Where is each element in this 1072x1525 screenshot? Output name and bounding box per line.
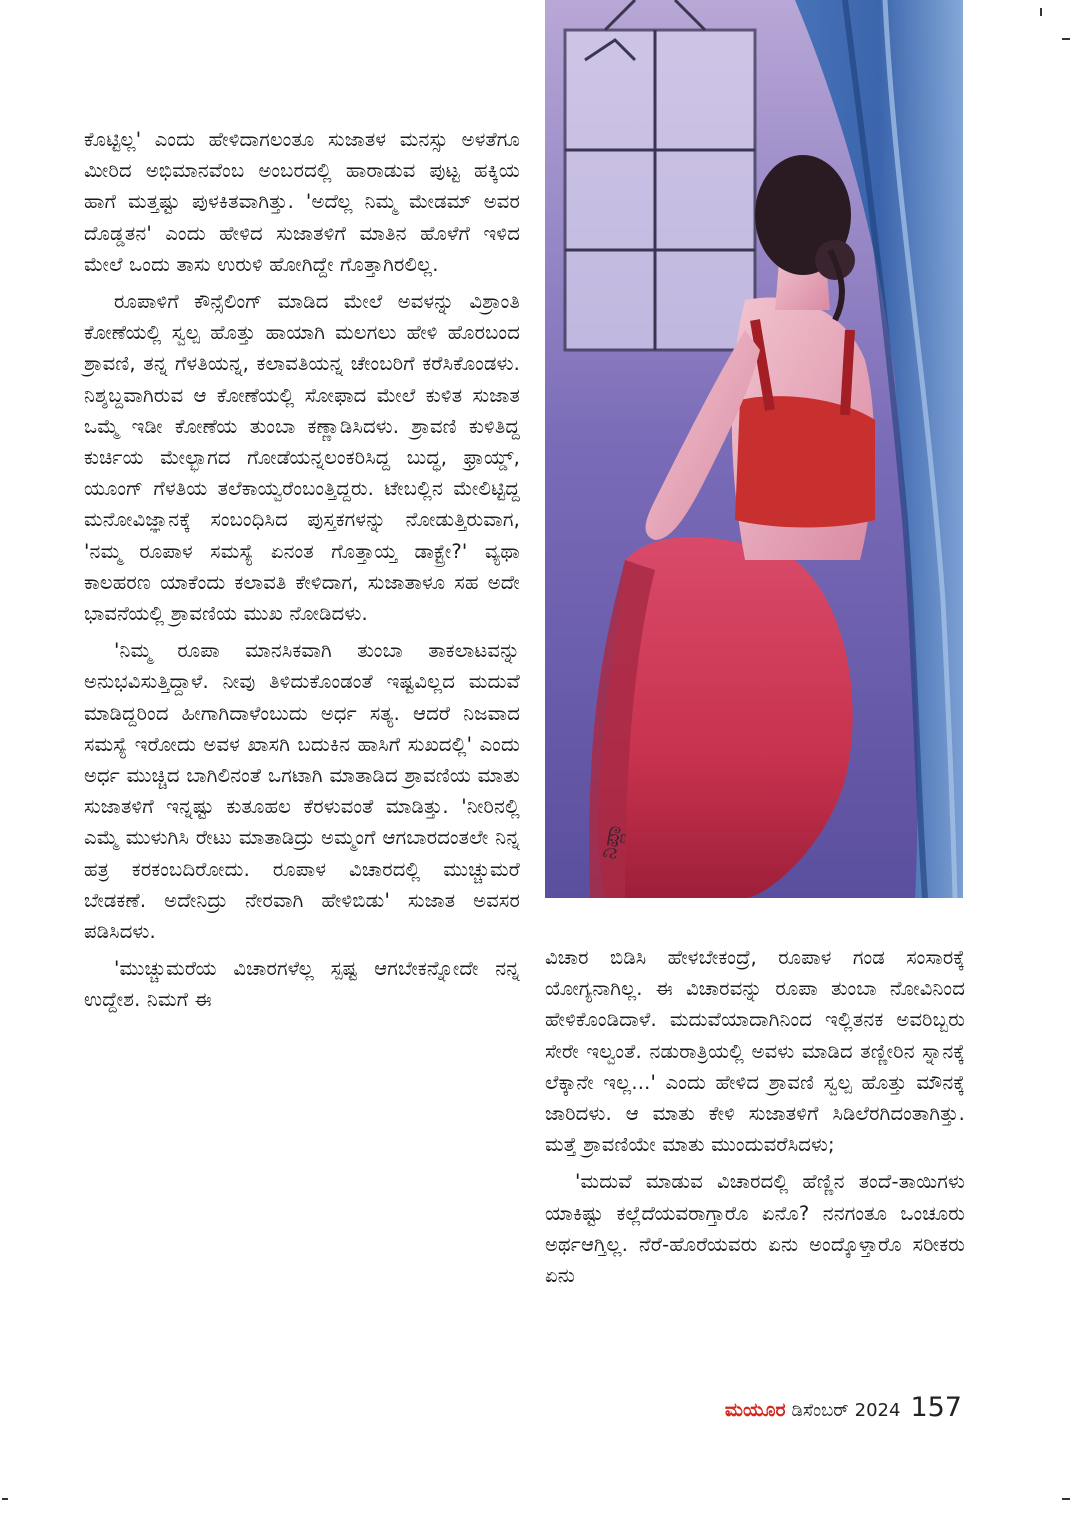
crop-mark — [1062, 1498, 1070, 1500]
article-column-left — [84, 124, 520, 1016]
page-footer — [700, 1392, 962, 1428]
paragraph: 'ಮುಚ್ಚುಮರೆಯ ವಿಚಾರಗಳೆಲ್ಲ ಸ್ಪಷ್ಟ ಆಗಬೇಕನ್ನೋದೇ ನನ್ನ ಉದ್ದೇಶ. ನಿಮಗೆ ಈ — [84, 957, 520, 1012]
artist-signature: ನಿಪ್ಲಾ — [596, 820, 628, 862]
paragraph: 'ನಿಮ್ಮ ರೂಪಾ ಮಾನಸಿಕವಾಗಿ ತುಂಬಾ ತಾಕಲಾಟವನ್ನು ಅನುಭವಿಸುತ್ತಿದ್ದಾಳೆ. ನೀವು ತಿಳಿದುಕೊಂಡಂತೆ ಇಷ್ಟವಿಲ್ಲದ ಮದುವೆ ಮಾಡಿದ್ದರಿಂದ ಹೀಗಾಗಿದಾಳೆಂಬುದು ಅರ್ಧ ಸತ್ಯ. ಆದರೆ ನಿಜವಾದ ಸಮಸ್ಯೆ ಇರೋದು ಅವಳ ಖಾಸಗಿ ಬದುಕಿನ ಹಾಸಿಗೆ ಸುಖದಲ್ಲಿ' ಎಂದು ಅರ್ಧ ಮುಚ್ಚಿದ ಬಾಗಿಲಿನಂತೆ ಒಗಟಾಗಿ ಮಾತಾಡಿದ ಶ್ರಾವಣಿಯ ಮಾತು ಸುಜಾತಳಿಗೆ ಇನ್ನಷ್ಟು ಕುತೂಹಲ ಕೆರಳುವಂತೆ ಮಾಡಿತ್ತು. 'ನೀರಿನಲ್ಲಿ ಎಮ್ಮೆ ಮುಳುಗಿಸಿ ರೇಟು ಮಾತಾಡಿದ್ರು ಅಮ್ಮಂಗೆ ಆಗಬಾರದಂತಲೇ ನಿನ್ನ ಹತ್ರ ಕರಕಂಬದಿರೋದು. ರೂಪಾಳ ವಿಚಾರದಲ್ಲಿ ಮುಚ್ಚುಮರೆ ಬೇಡಕಣೆ. ಅದೇನಿದ್ರು ನೇರವಾಗಿ ಹೇಳಿಬಿಡು' ಸುಜಾತ ಅವಸರ ಪಡಿಸಿದಳು. — [84, 639, 520, 944]
crop-mark — [1040, 8, 1042, 16]
crop-mark — [1062, 38, 1070, 40]
issue-year: 2024 — [854, 1400, 901, 1421]
magazine-name: ಮಯೂರ — [724, 1399, 786, 1421]
paragraph: 'ಮದುವೆ ಮಾಡುವ ವಿಚಾರದಲ್ಲಿ ಹೆಣ್ಣಿನ ತಂದೆ-ತಾಯಿಗಳು ಯಾಕಿಷ್ಟು ಕಲ್ಲೆದೆಯವರಾಗ್ತಾರೊ ಏನೊ? ನನಗಂತೂ ಒಂಚೂರು ಅರ್ಥಆಗ್ತಿಲ್ಲ. ನೆರೆ-ಹೊರೆಯವರು ಏನು ಅಂದ್ಕೊಳ್ತಾರೊ ಸರೀಕರು ಏನು — [545, 1170, 965, 1288]
story-illustration — [545, 0, 963, 898]
paragraph: ರೂಪಾಳಿಗೆ ಕೌನ್ಸೆಲಿಂಗ್ ಮಾಡಿದ ಮೇಲೆ ಅವಳನ್ನು ವಿಶ್ರಾಂತಿ ಕೋಣೆಯಲ್ಲಿ ಸ್ವಲ್ಪ ಹೊತ್ತು ಹಾಯಾಗಿ ಮಲಗಲು ಹೇಳಿ ಹೊರಬಂದ ಶ್ರಾವಣಿ, ತನ್ನ ಗೆಳತಿಯನ್ನ, ಕಲಾವತಿಯನ್ನ ಚೇಂಬರಿಗೆ ಕರೆಸಿಕೊಂಡಳು. ನಿಶ್ಶಬ್ದವಾಗಿರುವ ಆ ಕೋಣೆಯಲ್ಲಿ ಸೋಫಾದ ಮೇಲೆ ಕುಳಿತ ಸುಜಾತ ಒಮ್ಮೆ ಇಡೀ ಕೋಣೆಯ ತುಂಬಾ ಕಣ್ಣಾಡಿಸಿದಳು. ಶ್ರಾವಣಿ ಕುಳಿತಿದ್ದ ಕುರ್ಚಿಯ ಮೇಲ್ಭಾಗದ ಗೋಡೆಯನ್ನಲಂಕರಿಸಿದ್ದ ಬುದ್ಧ, ಫ್ರಾಯ್ಡ್, ಯೂಂಗ್ ಗೆಳತಿಯ ತಲೆಕಾಯ್ವರೆಂಬಂತ್ತಿದ್ದರು. ಟೇಬಲ್ಲಿನ ಮೇಲಿಟ್ಟಿದ್ದ ಮನೋವಿಜ್ಞಾನಕ್ಕೆ ಸಂಬಂಧಿಸಿದ ಪುಸ್ತಕಗಳನ್ನು ನೋಡುತ್ತಿರುವಾಗ, 'ನಮ್ಮ ರೂಪಾಳ ಸಮಸ್ಯೆ ಏನಂತ ಗೊತ್ತಾಯ್ತ ಡಾಕ್ಟ್ರೇ?' ವ್ಯಥಾ ಕಾಲಹರಣ ಯಾಕೆಂದು ಕಲಾವತಿ ಕೇಳಿದಾಗ, ಸುಜಾತಾಳೂ ಸಹ ಅದೇ ಭಾವನೆಯಲ್ಲಿ ಶ್ರಾವಣಿಯ ಮುಖ ನೋಡಿದಳು. — [84, 290, 520, 626]
article-column-right — [545, 942, 965, 1291]
page-number: 157 — [910, 1392, 962, 1423]
paragraph: ವಿಚಾರ ಬಿಡಿಸಿ ಹೇಳಬೇಕಂದ್ರೆ, ರೂಪಾಳ ಗಂಡ ಸಂಸಾರಕ್ಕೆ ಯೋಗ್ಯನಾಗಿಲ್ಲ. ಈ ವಿಚಾರವನ್ನು ರೂಪಾ ತುಂಬಾ ನೋವಿನಿಂದ ಹೇಳಿಕೊಂಡಿದಾಳೆ. ಮದುವೆಯಾದಾಗಿನಿಂದ ಇಲ್ಲಿತನಕ ಅವರಿಬ್ಬರು ಸೇರೇ ಇಲ್ವಂತೆ. ನಡುರಾತ್ರಿಯಲ್ಲಿ ಅವಳು ಮಾಡಿದ ತಣ್ಣೀರಿನ ಸ್ನಾನಕ್ಕೆ ಲೆಕ್ಕಾನೇ ಇಲ್ಲ...' ಎಂದು ಹೇಳಿದ ಶ್ರಾವಣಿ ಸ್ವಲ್ಪ ಹೊತ್ತು ಮೌನಕ್ಕೆ ಜಾರಿದಳು. ಆ ಮಾತು ಕೇಳಿ ಸುಜಾತಳಿಗೆ ಸಿಡಿಲೆರಗಿದಂತಾಗಿತ್ತು. ಮತ್ತೆ ಶ್ರಾವಣಿಯೇ ಮಾತು ಮುಂದುವರೆಸಿದಳು; — [545, 946, 965, 1157]
paragraph: ಕೊಟ್ಟಿಲ್ಲ' ಎಂದು ಹೇಳಿದಾಗಲಂತೂ ಸುಜಾತಳ ಮನಸ್ಸು ಅಳತೆಗೂ ಮೀರಿದ ಅಭಿಮಾನವೆಂಬ ಅಂಬರದಲ್ಲಿ ಹಾರಾಡುವ ಪುಟ್ಟ ಹಕ್ಕಿಯ ಹಾಗೆ ಮತ್ತಷ್ಟು ಪುಳಕಿತವಾಗಿತ್ತು. 'ಅದೆಲ್ಲ ನಿಮ್ಮ ಮೇಡಮ್ ಅವರ ದೊಡ್ಡತನ' ಎಂದು ಹೇಳಿದ ಸುಜಾತಳಿಗೆ ಮಾತಿನ ಹೊಳೆಗೆ ಇಳಿದ ಮೇಲೆ ಒಂದು ತಾಸು ಉರುಳಿ ಹೋಗಿದ್ದೇ ಗೊತ್ತಾಗಿರಲಿಲ್ಲ. — [84, 128, 520, 276]
issue-month: ಡಿಸೆಂಬರ್ — [791, 1400, 849, 1421]
crop-mark — [2, 1498, 8, 1500]
